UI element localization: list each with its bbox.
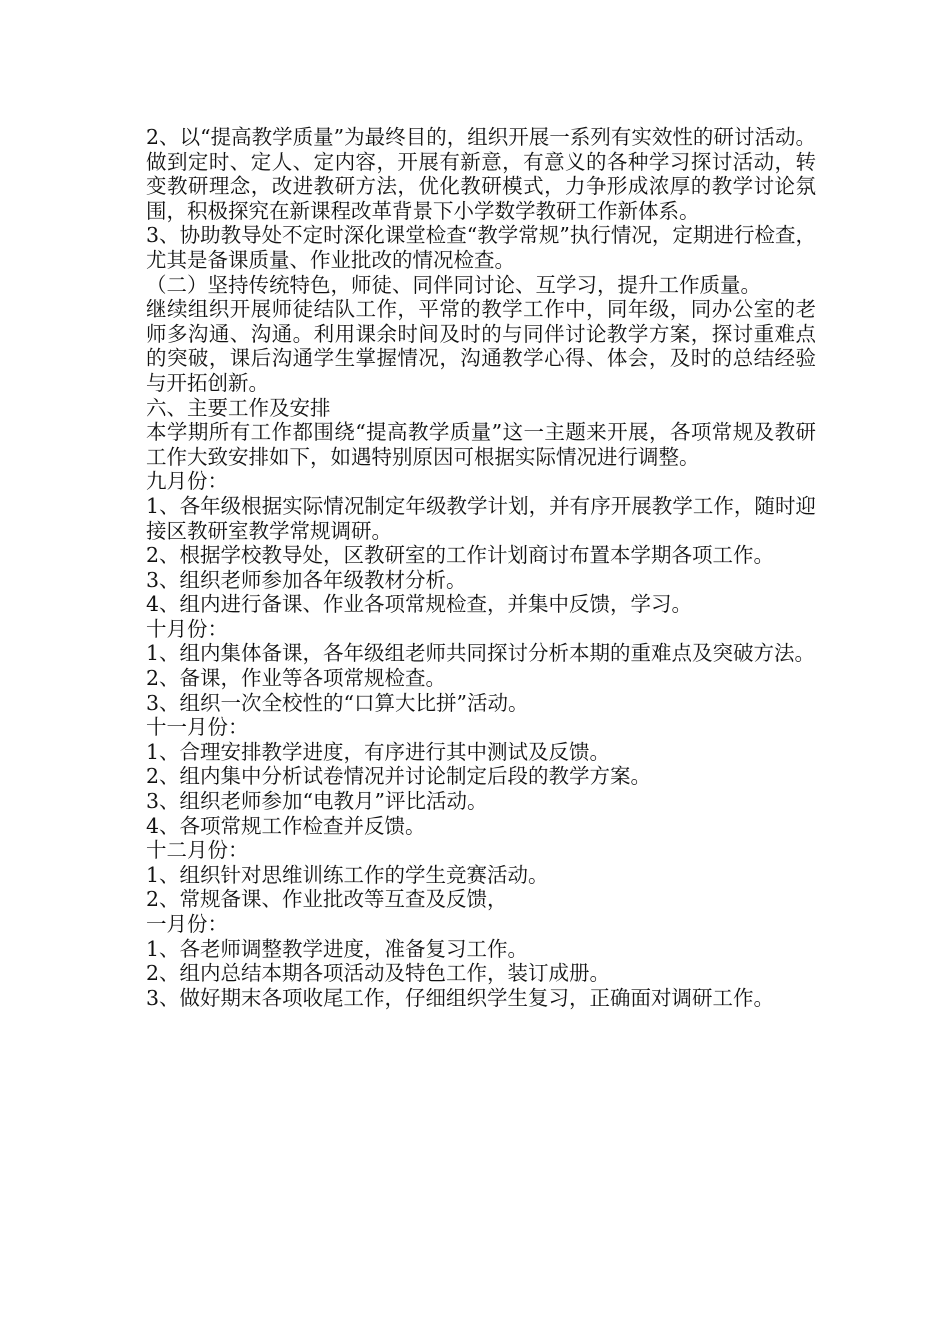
list-item: 1、各年级根据实际情况制定年级教学计划，并有序开展教学工作，随时迎接区教研室教学常规调研。 xyxy=(146,493,816,543)
list-item: 3、组织一次全校性的“口算大比拼”活动。 xyxy=(146,690,529,715)
list-item: 2、根据学校教导处，区教研室的工作计划商讨布置本学期各项工作。 xyxy=(146,543,775,568)
list-item: 4、组内进行备课、作业各项常规检查，并集中反馈，学习。 xyxy=(146,592,693,617)
list-item: 3、组织老师参加“电教月”评比活动。 xyxy=(146,789,488,814)
month-heading-november: 十一月份： xyxy=(146,715,249,740)
month-heading-september: 九月份： xyxy=(146,469,228,494)
paragraph-item-2-research-activities: 2、以“提高教学质量”为最终目的，组织开展一系列有实效性的研讨活动。做到定时、定人、定内容，开展有新意，有意义的各种学习探讨活动，转变教研理念，改进教研方法，优化教研模式，力争形成浓厚的教学讨论氛围，积极探究在新课程改革背景下小学数学教研工作新体系。 xyxy=(146,125,816,223)
list-item: 2、组内集中分析试卷情况并讨论制定后段的教学方案。 xyxy=(146,764,652,789)
list-item: 1、组织针对思维训练工作的学生竞赛活动。 xyxy=(146,862,549,887)
month-heading-january: 一月份： xyxy=(146,912,228,936)
list-item: 1、合理安排教学进度，有序进行其中测试及反馈。 xyxy=(146,739,611,764)
paragraph-mentoring: 继续组织开展师徒结队工作，平常的教学工作中，同年级，同办公室的老师多沟通、沟通。利用课余时间及时的与同伴讨论教学方案，探讨重难点的突破，课后沟通学生掌握情况，沟通教学心得、体会，及时的总结经验与开拓创新。 xyxy=(146,297,816,395)
section-heading-main-work: 六、主要工作及安排 xyxy=(146,395,331,420)
paragraph-semester-overview: 本学期所有工作都围绕“提高教学质量”这一主题来开展，各项常规及教研工作大致安排如下，如遇特别原因可根据实际情况进行调整。 xyxy=(146,420,816,469)
document-body xyxy=(146,125,816,1010)
list-item: 2、常规备课、作业批改等互查及反馈， xyxy=(146,887,508,912)
list-item: 3、做好期末各项收尾工作，仔细组织学生复习，正确面对调研工作。 xyxy=(146,985,775,1010)
list-item: 2、备课，作业等各项常规检查。 xyxy=(146,666,447,691)
month-heading-october: 十月份： xyxy=(146,616,228,641)
list-item: 3、组织老师参加各年级教材分析。 xyxy=(146,567,467,592)
list-item: 4、各项常规工作检查并反馈。 xyxy=(146,813,426,838)
section-heading-tradition: （二）坚持传统特色，师徒、同伴同讨论、互学习，提升工作质量。 xyxy=(146,272,761,297)
list-item: 2、组内总结本期各项活动及特色工作，装订成册。 xyxy=(146,961,611,986)
list-item: 1、各老师调整教学进度，准备复习工作。 xyxy=(146,936,529,961)
paragraph-item-3-classroom-check: 3、协助教导处不定时深化课堂检查“教学常规”执行情况，定期进行检查，尤其是备课质量、作业批改的情况检查。 xyxy=(146,223,816,272)
month-heading-december: 十二月份： xyxy=(146,838,249,863)
list-item: 1、组内集体备课，各年级组老师共同探讨分析本期的重难点及突破方法。 xyxy=(146,641,816,666)
